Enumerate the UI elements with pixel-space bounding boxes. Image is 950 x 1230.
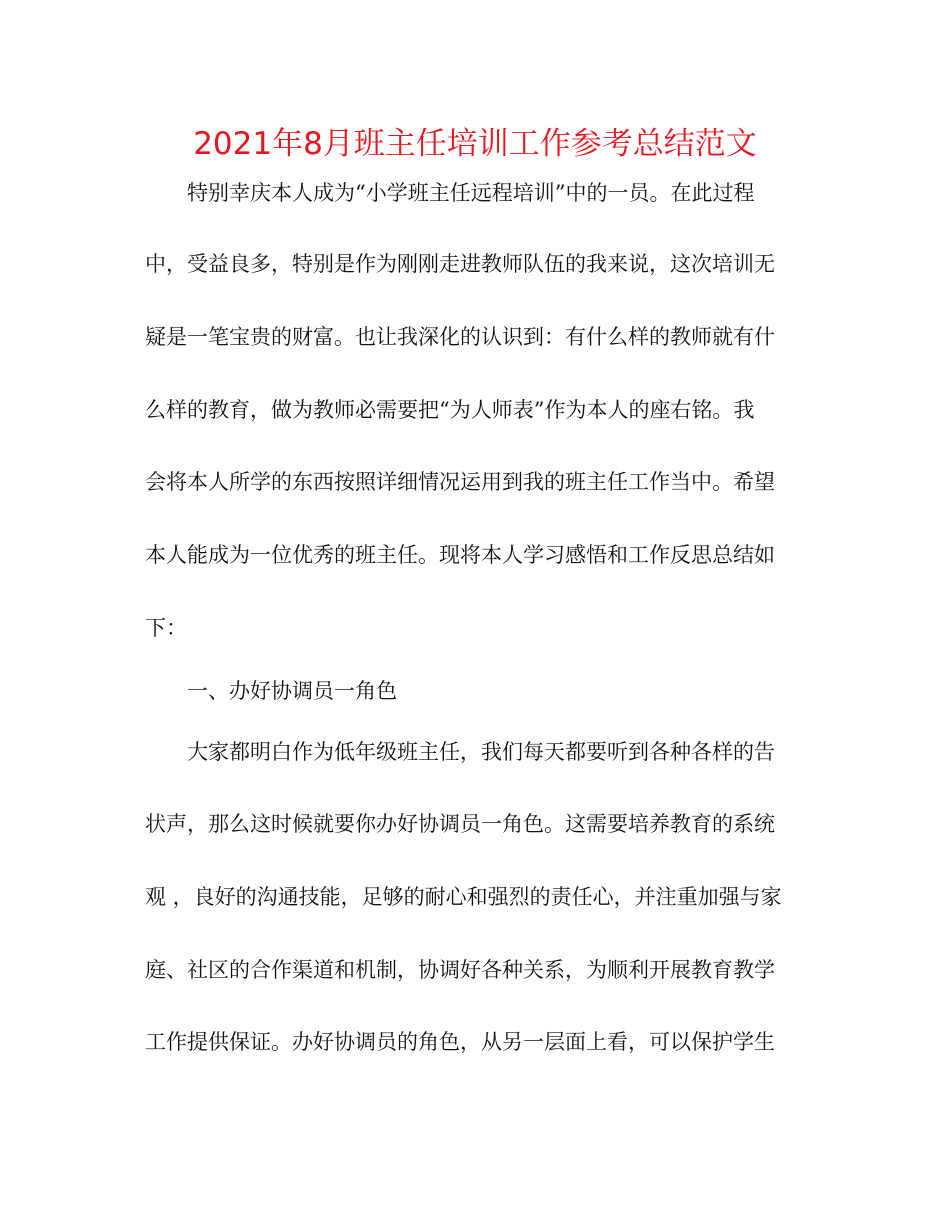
paragraph-line: 观 ，良好的沟通技能，足够的耐心和强烈的责任心，并注重加强与家 (145, 885, 782, 909)
document-title: 2021年8月班主任培训工作参考总结范文 (193, 126, 757, 162)
paragraph-line: 么样的教育，做为教师必需要把“为人师表”作为本人的座右铭。我 (145, 398, 755, 422)
paragraph-line: 大家都明白作为低年级班主任，我们每天都要听到各种各样的告 (187, 740, 775, 764)
paragraph-line: 工作提供保证。办好协调员的角色，从另一层面上看，可以保护学生 (145, 1030, 775, 1054)
paragraph-line: 状声，那么这时候就要你办好协调员一角色。这需要培养教育的系统 (145, 812, 775, 836)
section-heading: 一、办好协调员一角色 (187, 679, 397, 703)
paragraph-line: 下： (145, 616, 187, 640)
paragraph-line: 庭、社区的合作渠道和机制，协调好各种关系，为顺利开展教育教学 (145, 958, 775, 982)
paragraph-line: 疑是一笔宝贵的财富。也让我深化的认识到：有什么样的教师就有什 (145, 325, 775, 349)
paragraph-line: 本人能成为一位优秀的班主任。现将本人学习感悟和工作反思总结如 (145, 543, 775, 567)
paragraph-line: 特别幸庆本人成为“小学班主任远程培训”中的一员。在此过程 (187, 181, 755, 205)
paragraph-line: 会将本人所学的东西按照详细情况运用到我的班主任工作当中。希望 (145, 470, 775, 494)
paragraph-line: 中，受益良多，特别是作为刚刚走进教师队伍的我来说，这次培训无 (145, 252, 775, 276)
